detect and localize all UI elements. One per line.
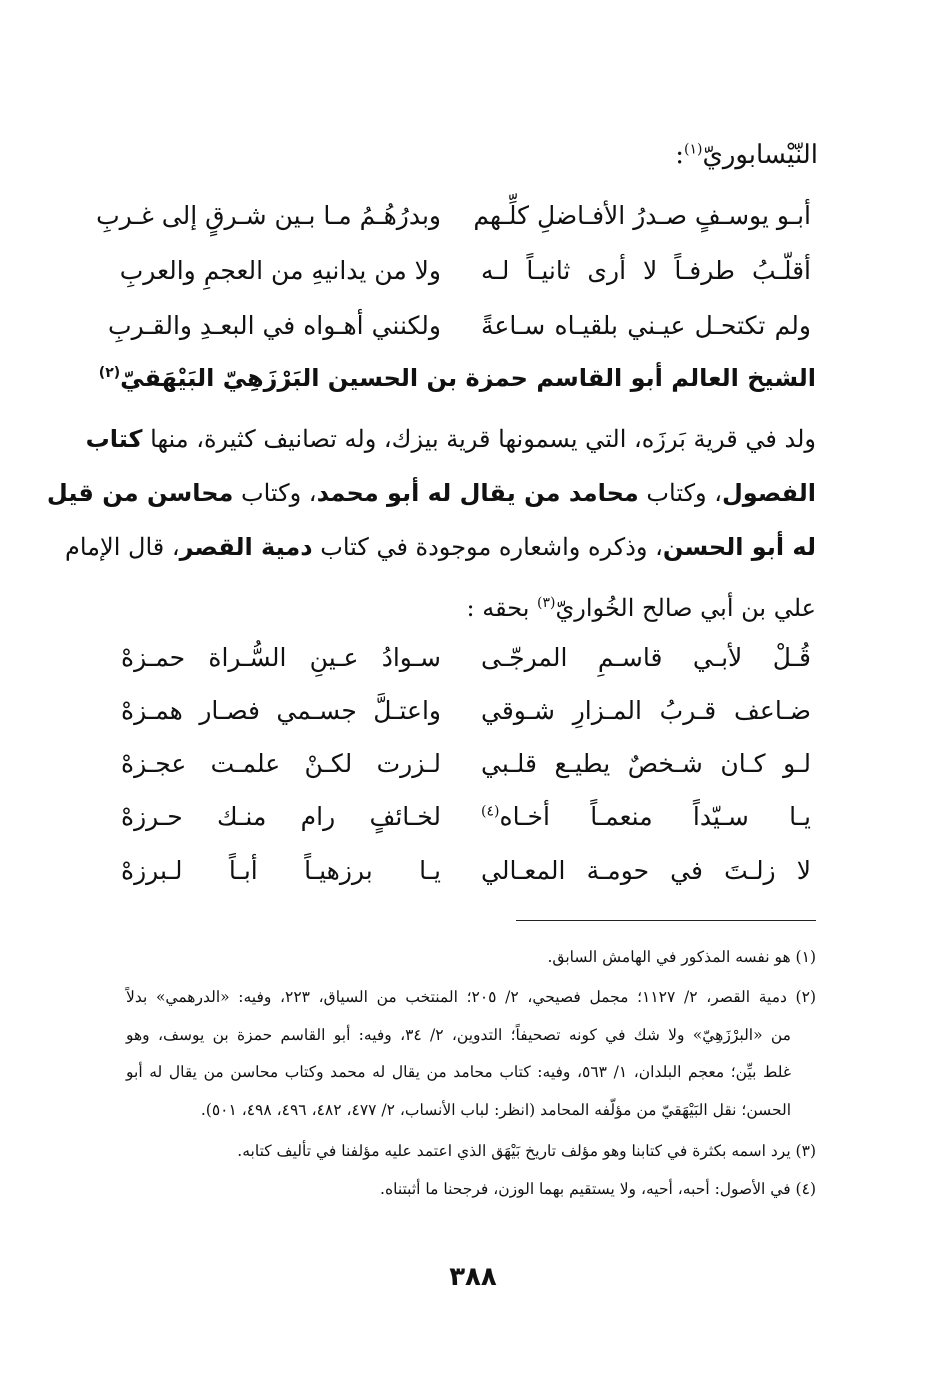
footnote: (١) هو نفسه المذكور في الهامش السابق. [547,948,816,966]
hemistich-text: يـا سـيّداً منعمـاً أخـاه [499,801,811,831]
verse-first-hemistich: ولم تكتحـل عيـني بلقيـاه سـاعةً [481,310,811,340]
para-text: ، وكتاب [646,479,722,507]
verse-first-hemistich: قُـلْ لأبـي قاسـمِ المرجّـى [481,642,811,672]
footnote-ref: (٢) [98,365,121,381]
para-bold-text: الفصول [721,479,816,507]
footnote-ref: (٣) [537,595,556,611]
verse-second-hemistich: واعتـلَّ جسـمي فصـار همـزهْ [121,695,441,725]
intro-line [118,140,818,170]
footnote-continuation: غلط بيِّن؛ معجم البلدان، ١/ ٥٦٣، وفيه: كتاب محامد من يقال له محمد وكتاب محاسن من يقال له أبو [126,1063,791,1081]
verse-second-hemistich: لخـائفٍ رام منـك حـرزهْ [121,801,441,831]
verse-first-hemistich: ضـاعف قـربُ المـزارِ شـوقي [481,695,811,725]
verse-second-hemistich: ولا من يدانيهِ من العجمِ والعربِ [119,255,441,285]
verse-first-hemistich: أبـو يوسـفٍ صـدرُ الأفـاضلِ كلِّـهم [473,200,811,230]
poem1-verse [121,245,811,295]
para-text: ، وكتاب [241,479,317,507]
footnote: (٤) في الأصول: أحبه، أحيه، ولا يستقيم بهما الوزن، فرجحنا ما أثبتناه. [380,1180,816,1198]
para-text: ، قال الإمام [65,533,180,561]
verse-first-hemistich: أقلّـبُ طرفـاً لا أرى ثانيـاً لـه [481,255,811,285]
poem2-verse [121,791,811,841]
section-heading [98,364,816,392]
page-number: ٣٨٨ [449,1262,497,1292]
para-text: ولد في قرية بَرزَه، التي يسمونها قرية بيزك، وله تصانيف كثيرة، منها [150,425,816,453]
footnote-ref: (٤) [481,803,500,820]
para-text: بحقه : [466,594,538,622]
verse-second-hemistich: سـوادُ عـينِ السُّـراة حمـزهْ [121,642,441,672]
poem1-verse [108,300,811,350]
footnote-separator [516,920,816,921]
footnote: (٣) يرد اسمه بكثرة في كتابنا وهو مؤلف تاريخ بَيْهَق الذي اعتمد عليه مؤلفنا في تأليف كتابه. [237,1142,816,1160]
paragraph-line [85,414,816,464]
verse-second-hemistich: لـزرت لكـنْ علمـت عجـزهْ [121,748,441,778]
paragraph-line [65,522,816,572]
paragraph-line [46,468,816,518]
verse-first-hemistich: لا زلـتَ في حومـة المعـالي [481,855,811,885]
verse-first-hemistich [481,802,811,831]
para-bold-text: محاسن من قيل [46,479,234,507]
verse-second-hemistich: ولكنني أهـواه في البعـدِ والقـربِ [108,310,441,340]
poem2-verse [121,845,811,895]
poem2-verse [121,738,811,788]
para-bold-text: محامد من يقال له أبو محمد [316,479,639,507]
footnote-continuation: من «البرْزَهِيّ» ولا شك في كونه تصحيفاً؛ التدوين، ٢/ ٣٤، وفيه: أبو القاسم حمزة بن يوسف، وهو [126,1026,791,1044]
verse-second-hemistich: وبدرُهُـمُ مـا بـين شـرقٍ إلى غـربِ [96,200,441,230]
footnote-ref: (١) [684,141,703,158]
para-bold-text: كتاب [85,425,143,453]
para-text: علي بن أبي صالح الخُواريّ [555,594,816,622]
poem2-verse [121,632,811,682]
intro-colon: : [675,140,684,170]
verse-first-hemistich: لـو كـان شـخصٌ يطيـع قلـبي [481,748,811,778]
para-bold-text: دمية القصر [179,533,313,561]
para-bold-text: له أبو الحسن [662,533,816,561]
heading-text: الشيخ العالم أبو القاسم حمزة بن الحسين البَرْزَهِيّ البَيْهَقيّ [120,364,816,392]
footnote-continuation: الحسن؛ نقل البَيْهَقيّ من مؤلّفه المحامد (انظر: لباب الأنساب، ٢/ ٤٧٧، ٤٨٢، ٤٩٦، ٤٩٨، ٥٠١). [200,1101,791,1119]
para-text: ، وذكره واشعاره موجودة في كتاب [320,533,663,561]
intro-name: النّيْسابوريّ [702,140,818,170]
footnote: (٢) دمية القصر، ٢/ ١١٢٧؛ مجمل فصيحي، ٢/ ٢٠٥؛ المنتخب من السياق، ٢٢٣، وفيه: «الدرهمي» بدلاً [126,988,816,1006]
poem2-verse [121,685,811,735]
verse-second-hemistich: يـا برزهيـاً أبـاً لـبرزهْ [121,855,441,885]
paragraph-line [116,578,816,628]
poem1-verse [96,190,811,240]
